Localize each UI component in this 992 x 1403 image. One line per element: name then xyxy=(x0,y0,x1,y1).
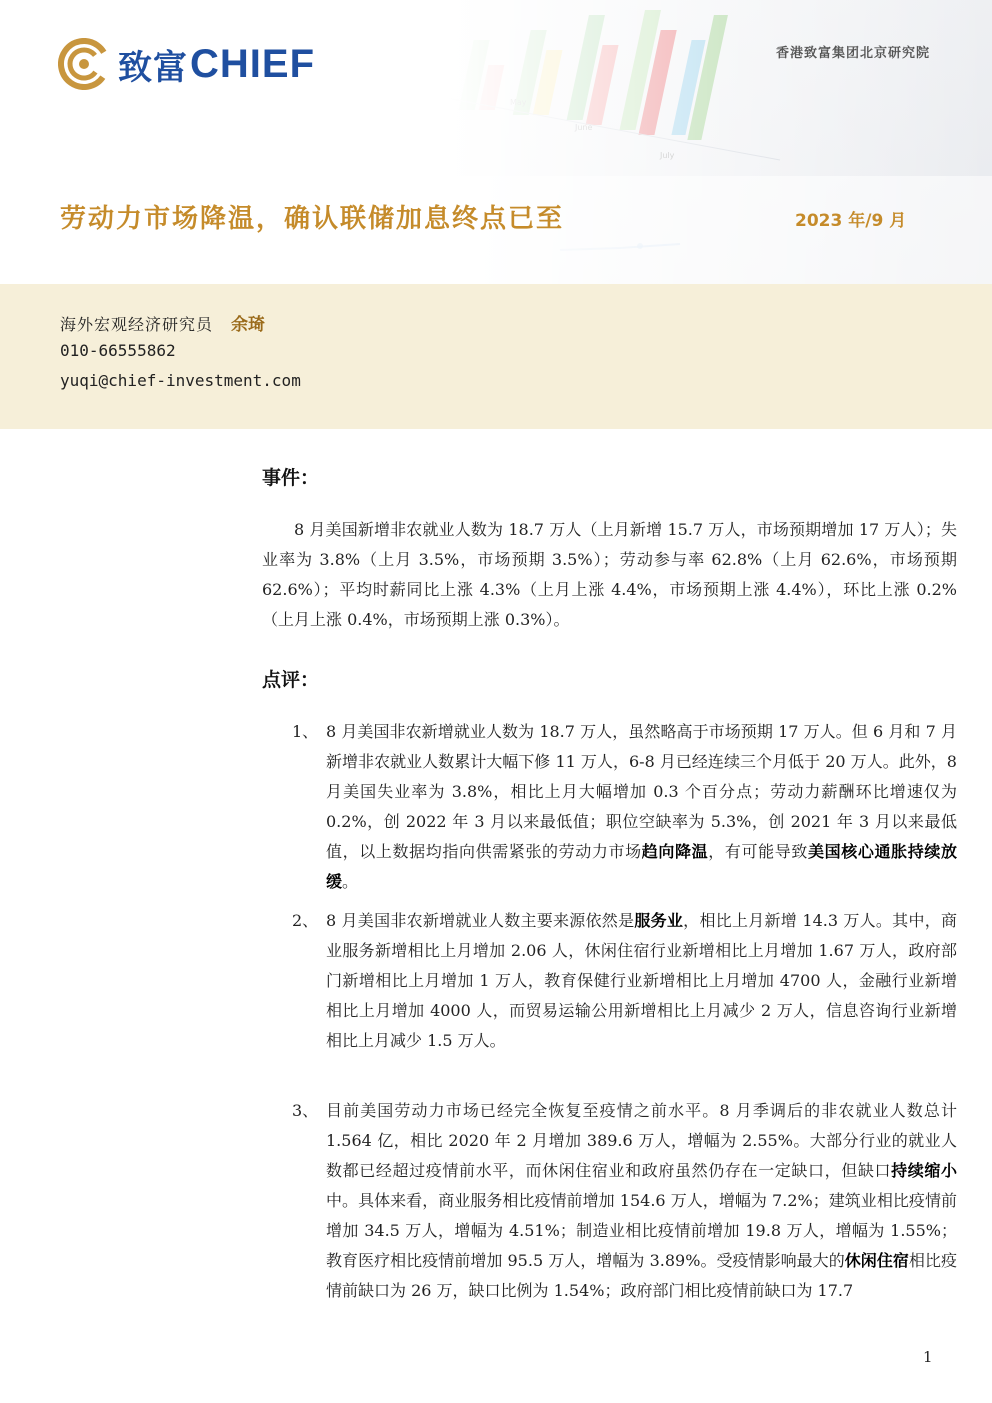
organization-name: 香港致富集团北京研究院 xyxy=(775,46,930,61)
logo-english-text: CHIEF xyxy=(190,41,315,86)
report-header xyxy=(0,0,992,284)
bold-emphasis: 美国核心通胀持续放缓 xyxy=(326,842,957,891)
page-number: 1 xyxy=(923,1348,933,1366)
text-run: 8 月美国非农新增就业人数为 18.7 万人，虽然略高于市场预期 17 万人。但 6 月和 7 月新增非农就业人数累计大幅下修 11 万人，6-8 月已经连续三个月低于 20 万人。此外，8 月美国失业率为 3.8%，相比上月大幅增加 0.3 个百分点；劳动力薪酬环比增速仅为 0.2%，创 2022 年 3 月以来最低值；职位空缺率为 5.3%，创 2021 年 3 月以来最低值，以上数据均指向供需紧张的劳动力市场 xyxy=(326,722,957,861)
logo-chinese-text: 致富 xyxy=(118,47,188,88)
event-heading: 事件： xyxy=(262,467,320,489)
bold-emphasis: 休闲住宿 xyxy=(844,1251,909,1270)
bold-emphasis: 服务业 xyxy=(634,911,684,930)
text-run: ，相比上月新增 14.3 万人。其中，商业服务新增相比上月增加 2.06 人，休闲住宿行业新增相比上月增加 1.67 万人，政府部门新增相比上月增加 1 万人，教育保健行业新增相比上月增加 4700 人，金融行业新增相比上月增加 4000 人，而贸易运输公用新增相比上月减少 2 万人，信息咨询行业新增相比上月减少 1.5 万人。 xyxy=(326,911,957,1050)
report-date: 2023 年/9 月 xyxy=(795,211,907,231)
author-phone: 010-66555862 xyxy=(60,341,176,360)
item-number: 1、 xyxy=(292,722,319,741)
bold-emphasis: 趋向降温 xyxy=(641,842,709,861)
author-info-band xyxy=(0,284,992,429)
text-run: 。 xyxy=(342,872,359,891)
author-email: yuqi@chief-investment.com xyxy=(60,371,301,390)
review-heading: 点评： xyxy=(262,669,320,691)
text-run: 中。具体来看，商业服务相比疫情前增加 154.6 万人，增幅为 7.2%；建筑业相比疫情前增加 34.5 万人，增幅为 4.51%；制造业相比疫情前增加 19.8 万人，增幅为 1.55%；教育医疗相比疫情前增加 95.5 万人，增幅为 3.89%。受疫情影响最大的 xyxy=(326,1191,957,1270)
author-role-line xyxy=(60,310,265,335)
author-name: 余琦 xyxy=(231,315,266,335)
item-text xyxy=(326,1096,957,1306)
company-logo xyxy=(58,38,315,90)
text-run: ，有可能导致 xyxy=(708,842,808,861)
review-item-2 xyxy=(292,906,957,1056)
text-run: 目前美国劳动力市场已经完全恢复至疫情之前水平。8 月季调后的非农就业人数总计 1.564 亿，相比 2020 年 2 月增加 389.6 万人，增幅为 2.55%。大部分行业的就业人数都已经超过疫情前水平，而休闲住宿业和政府虽然仍存在一定缺口，但缺口 xyxy=(326,1101,957,1180)
text-run: 相比疫情前缺口为 26 万，缺口比例为 1.54%；政府部门相比疫情前缺口为 17.7 xyxy=(326,1251,957,1300)
item-text xyxy=(326,717,957,897)
report-title: 劳动力市场降温，确认联储加息终点已至 xyxy=(60,204,565,234)
item-text xyxy=(326,906,957,1056)
chief-logo-icon xyxy=(58,38,110,90)
author-role: 海外宏观经济研究员 xyxy=(60,315,214,334)
bold-emphasis: 持续缩小 xyxy=(891,1161,957,1180)
item-number: 3、 xyxy=(292,1101,319,1120)
item-number: 2、 xyxy=(292,911,319,930)
review-item-3 xyxy=(292,1096,957,1306)
review-item-1 xyxy=(292,717,957,897)
event-paragraph: 8 月美国新增非农就业人数为 18.7 万人（上月新增 15.7 万人，市场预期增加 17 万人）；失业率为 3.8%（上月 3.5%，市场预期 3.5%）；劳动参与率 62.8%（上月 62.6%，市场预期 62.6%）；平均时薪同比上涨 4.3%（上月上涨 4.4%，市场预期上涨 4.4%），环比上涨 0.2%（上月上涨 0.4%，市场预期上涨 0.3%）。 xyxy=(262,520,957,629)
text-run: 8 月美国非农新增就业人数主要来源依然是 xyxy=(326,911,635,930)
